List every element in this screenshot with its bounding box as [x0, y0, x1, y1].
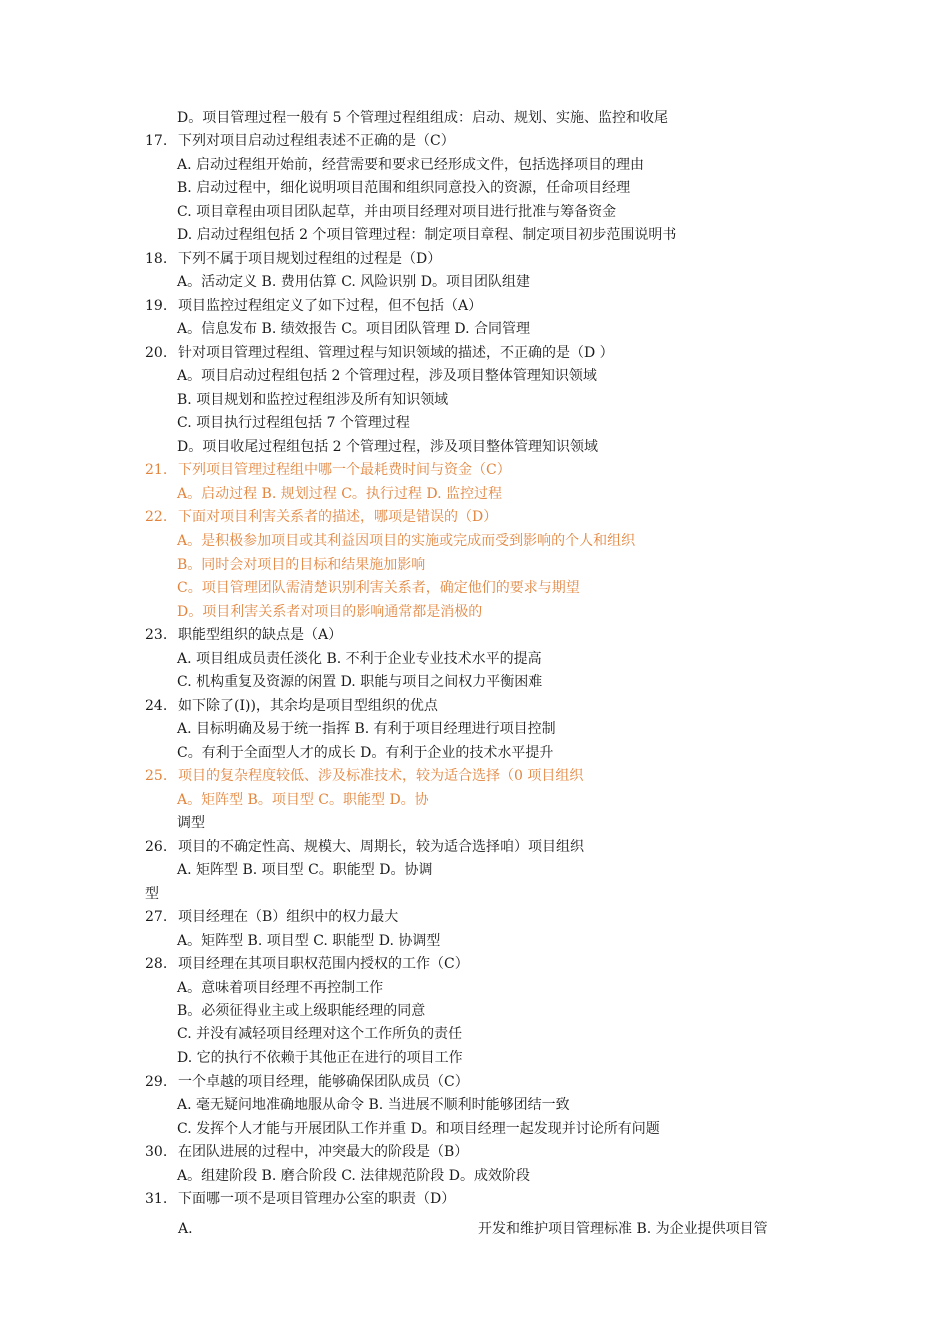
- question-text: 项目经理在其项目职权范围内授权的工作（C）: [178, 956, 469, 972]
- question-number: 23.: [145, 627, 168, 643]
- question-number: 21.: [145, 462, 168, 478]
- question-number: 31.: [145, 1191, 168, 1207]
- question-text: 针对项目管理过程组、管理过程与知识领域的描述，不正确的是（D ）: [178, 345, 614, 361]
- option-line: B。同时会对项目的目标和结果施加影响: [177, 557, 426, 573]
- option-line: A。信息发布 B. 绩效报告 C。项目团队管理 D. 合同管理: [177, 321, 530, 337]
- question-number: 17.: [145, 133, 168, 149]
- option-line: A。组建阶段 B. 磨合阶段 C. 法律规范阶段 D。成效阶段: [177, 1168, 530, 1184]
- question-text: 下面哪一项不是项目管理办公室的职责（D）: [178, 1191, 456, 1207]
- question-number: 28.: [145, 956, 168, 972]
- option-line: C. 并没有减轻项目经理对这个工作所负的责任: [177, 1026, 463, 1042]
- question-number: 22.: [145, 509, 168, 525]
- option-line: C. 发挥个人才能与开展团队工作并重 D。和项目经理一起发现并讨论所有问题: [177, 1121, 660, 1137]
- question-number: 18.: [145, 251, 168, 267]
- option-line: A. 项目组成员责任淡化 B. 不利于企业专业技术水平的提高: [177, 651, 542, 667]
- option-line: D。项目管理过程一般有 5 个管理过程组组成：启动、规划、实施、监控和收尾: [177, 110, 669, 126]
- question-line: [145, 132, 455, 150]
- question-line: [145, 908, 398, 926]
- option-line: A。项目启动过程组包括 2 个管理过程，涉及项目整体管理知识领域: [177, 368, 597, 384]
- option-line: C。有利于全面型人才的成长 D。有利于企业的技术水平提升: [177, 745, 554, 761]
- question-line: [145, 344, 614, 362]
- option-line: A。矩阵型 B。项目型 C。职能型 D。协: [177, 792, 429, 808]
- question-line: [145, 508, 497, 526]
- option-line: A。启动过程 B. 规划过程 C。执行过程 D. 监控过程: [177, 486, 502, 502]
- option-line: C。项目管理团队需清楚识别利害关系者，确定他们的要求与期望: [177, 580, 580, 596]
- option-line: D。项目利害关系者对项目的影响通常都是消极的: [177, 604, 483, 620]
- question-text: 下列对项目启动过程组表述不正确的是（C）: [178, 133, 455, 149]
- option-line: B。必须征得业主或上级职能经理的同意: [177, 1003, 426, 1019]
- question-text: 下面对项目利害关系者的描述，哪项是错误的（D）: [178, 509, 498, 525]
- wrapped-text: 型: [145, 886, 159, 902]
- question-number: 27.: [145, 909, 168, 925]
- question-text: 如下除了(I))，其余均是项目型组织的优点: [178, 698, 438, 714]
- question-line: [145, 767, 583, 785]
- option-line: A. 矩阵型 B. 项目型 C。职能型 D。协调: [177, 862, 433, 878]
- question-text: 一个卓越的项目经理，能够确保团队成员（C）: [178, 1074, 469, 1090]
- question-text: 项目的不确定性高、规模大、周期长，较为适合选择咱）项目组织: [178, 839, 584, 855]
- question-line: [145, 1143, 468, 1161]
- question-line: [145, 461, 511, 479]
- option-line: A. 毫无疑问地准确地服从命令 B. 当进展不顺利时能够团结一致: [177, 1097, 570, 1113]
- question-text: 项目经理在（B）组织中的权力最大: [178, 909, 399, 925]
- question-text: 项目监控过程组定义了如下过程，但不包括（A）: [178, 298, 483, 314]
- option-line: [178, 1220, 878, 1238]
- question-number: 20.: [145, 345, 168, 361]
- option-line: D. 启动过程组包括 2 个项目管理过程：制定项目章程、制定项目初步范围说明书: [177, 227, 677, 243]
- question-text: 项目的复杂程度较低、涉及标准技术，较为适合选择（0 项目组织: [178, 768, 584, 784]
- option-line: A。是积极参加项目或其利益因项目的实施或完成而受到影响的个人和组织: [177, 533, 636, 549]
- option-line: A。活动定义 B. 费用估算 C. 风险识别 D。项目团队组建: [177, 274, 530, 290]
- question-text: 下列不属于项目规划过程组的过程是（D）: [178, 251, 442, 267]
- option-label: A.: [178, 1221, 193, 1237]
- question-line: [145, 1190, 455, 1208]
- option-line: C. 机构重复及资源的闲置 D. 职能与项目之间权力平衡困难: [177, 674, 543, 690]
- question-text: 职能型组织的缺点是（A）: [178, 627, 343, 643]
- option-line: C. 项目执行过程组包括 7 个管理过程: [177, 415, 410, 431]
- question-line: [145, 838, 584, 856]
- option-line: A。意味着项目经理不再控制工作: [177, 980, 384, 996]
- option-line: B. 项目规划和监控过程组涉及所有知识领域: [177, 392, 449, 408]
- option-line: 调型: [177, 815, 205, 831]
- option-line: B. 启动过程中，细化说明项目范围和组织同意投入的资源，任命项目经理: [177, 180, 631, 196]
- question-number: 29.: [145, 1074, 168, 1090]
- option-line: D。项目收尾过程组包括 2 个管理过程，涉及项目整体管理知识领域: [177, 439, 599, 455]
- question-number: 25.: [145, 768, 168, 784]
- option-line: A。矩阵型 B. 项目型 C. 职能型 D. 协调型: [177, 933, 441, 949]
- question-number: 26.: [145, 839, 168, 855]
- question-text: 在团队进展的过程中，冲突最大的阶段是（B）: [178, 1144, 469, 1160]
- question-line: [145, 626, 342, 644]
- question-line: [145, 955, 469, 973]
- option-line: A. 启动过程组开始前，经营需要和要求已经形成文件，包括选择项目的理由: [177, 157, 645, 173]
- question-line: [145, 250, 441, 268]
- question-number: 19.: [145, 298, 168, 314]
- option-line: D. 它的执行不依赖于其他正在进行的项目工作: [177, 1050, 463, 1066]
- question-number: 24.: [145, 698, 168, 714]
- option-line: C. 项目章程由项目团队起草，并由项目经理对项目进行批准与筹备资金: [177, 204, 617, 220]
- question-line: [145, 1073, 469, 1091]
- option-text: 开发和维护项目管理标准 B. 为企业提供项目管: [478, 1221, 768, 1237]
- option-line: A. 目标明确及易于统一指挥 B. 有利于项目经理进行项目控制: [177, 721, 556, 737]
- question-line: [145, 297, 482, 315]
- question-text: 下列项目管理过程组中哪一个最耗费时间与资金（C）: [178, 462, 511, 478]
- question-line: [145, 697, 438, 715]
- question-number: 30.: [145, 1144, 168, 1160]
